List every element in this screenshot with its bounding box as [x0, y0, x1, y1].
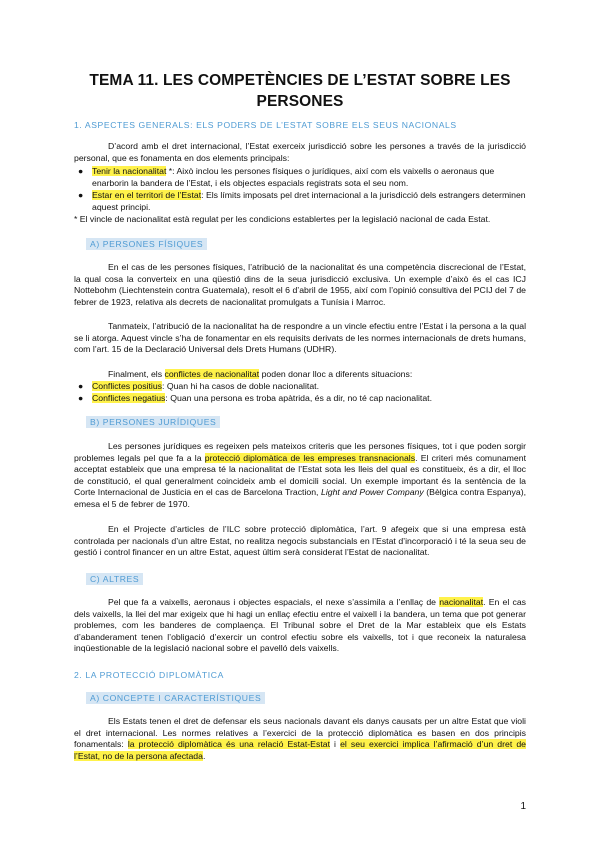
bullet-icon: ● — [78, 166, 84, 176]
section-a-paragraph-3: Finalment, els conflictes de nacionalitat poden donar lloc a diferents situacions: — [108, 369, 413, 379]
section-b-heading: B) PERSONES JURÍDIQUES — [86, 416, 220, 428]
section-2-heading: 2. LA PROTECCIÓ DIPLOMÀTICA — [74, 670, 224, 680]
section-b-paragraph-1: Les persones jurídiques es regeixen pels mateixos criteris que les persones físiques, tot i que poden sorgir problemes legals pel que fa a la protecció diplomàtica de les empreses transnacionals. El criteri més comunament acceptat estableix que una empresa té la nacionalitat de l’Estat sota les lleis del qual es constitueix, és a dir, el lloc de constitució, el qual generalment coincideix amb el domicili social. Un exemple important és la sentència de la Corte Internacional de Justicia en el cas de Barcelona Traction, Light and Power Company (Bèlgica contra Espanya), emesa el 5 de febrer de 1970. — [74, 441, 526, 509]
section-1-heading: 1. ASPECTES GENERALS: ELS PODERS DE L’ESTAT SOBRE ELS SEUS NACIONALS — [74, 120, 457, 130]
section-a-paragraph-1: En el cas de les persones físiques, l’atribució de la nacionalitat és una competència discrecional de l’Estat, la qual cosa la converteix en una qüestió dins de la seua jurisdicció exclusiva. Un exemple d’això és el cas ICJ Nottebohm (Liechtenstein contra Guatemala), resolt el 6 d’abril de 1955, així com l’opinió consultiva del PCIJ del 7 de febrer de 1923, relativa als decrets de nacionalitat promulgats a Tunísia i Marroc. — [74, 262, 526, 307]
section-2a-heading: A) CONCEPTE I CARACTERÍSTIQUES — [86, 692, 265, 704]
bullet-icon: ● — [78, 393, 84, 403]
section-c-heading: C) ALTRES — [86, 573, 143, 585]
section-2a-paragraph-1: Els Estats tenen el dret de defensar els seus nacionals davant els danys causats per un altre Estat que violi el dret internacional. Les normes relatives a l’exercici de la protecció diplomàtica es basen en dos principis fonamentals: la protecció diplomàtica és una relació Estat-Estat i el seu exercici implica l’afirmació d’un dret de l’Estat, no de la persona afectada. — [74, 716, 527, 761]
section-a-paragraph-2: Tanmateix, l’atribució de la nacionalitat ha de respondre a un vincle efectiu entre l’Estat i la persona a la qual se li atorga. Aquest vincle s’ha de fonamentar en els requisits derivats de les normes internacionals de drets humans, com l’art. 15 de la Declaració Universal dels Drets Humans (UDHR). — [74, 321, 526, 355]
section-1-bullet-1: ● Tenir la nacionalitat *: Això inclou les persones físiques o jurídiques, així com els vaixells o aeronaus que enarborin la bandera de l’Estat, i els objectes espacials registrats sota el seu nom. — [78, 166, 495, 188]
bullet-icon: ● — [78, 381, 84, 391]
section-1-intro: D’acord amb el dret internacional, l’Estat exerceix jurisdicció sobre les persones a través de la jurisdicció personal, que es fonamenta en dos elements principals: — [74, 141, 526, 163]
section-1-bullet-2: ● Estar en el territori de l’Estat: Els límits imposats pel dret internacional a la jurisdicció dels estrangers determinen aquest principi. — [78, 190, 526, 212]
page-title: TEMA 11. LES COMPETÈNCIES DE L’ESTAT SOBRE LES PERSONES — [89, 72, 511, 110]
section-b-paragraph-2: En el Projecte d’articles de l’ILC sobre protecció diplomàtica, l’art. 9 afegeix que si una empresa està controlada per nacionals d’un altre Estat, no realitza negocis substancials en l’Estat d’incorporació i té la seua seu de gestió i control financer en un altre Estat, aquest últim serà considerat l’Estat de nacionalitat. — [74, 524, 526, 558]
section-c-paragraph-1: Pel que fa a vaixells, aeronaus i objectes espacials, el nexe s’assimila a l’enllaç de nacionalitat. En el cas dels vaixells, la llei del mar exigeix que hi hagi un enllaç efectiu entre el vaixell i la bandera, un tema que pot generar problemes, com les banderes de complaença. El Tribunal sobre el Dret de la Mar estableix que els Estats d’abanderament tenen l’obligació d’exercir un control efectiu sobre els vaixells, tot i que reconeix la naturalesa inqüestionable de la legislació nacional sobre el pavelló dels vaixells. — [74, 597, 527, 654]
page-number: 1 — [520, 801, 526, 812]
section-1-note: * El vincle de nacionalitat està regulat per les condicions establertes per la legislació nacional de cada Estat. — [74, 214, 491, 224]
section-a-bullet-1: ● Conflictes positius: Quan hi ha casos de doble nacionalitat. — [78, 381, 319, 391]
section-a-bullet-2: ● Conflictes negatius: Quan una persona es troba apàtrida, és a dir, no té cap nacionalitat. — [78, 393, 432, 403]
bullet-icon: ● — [78, 190, 84, 200]
section-a-heading: A) PERSONES FÍSIQUES — [86, 238, 207, 250]
